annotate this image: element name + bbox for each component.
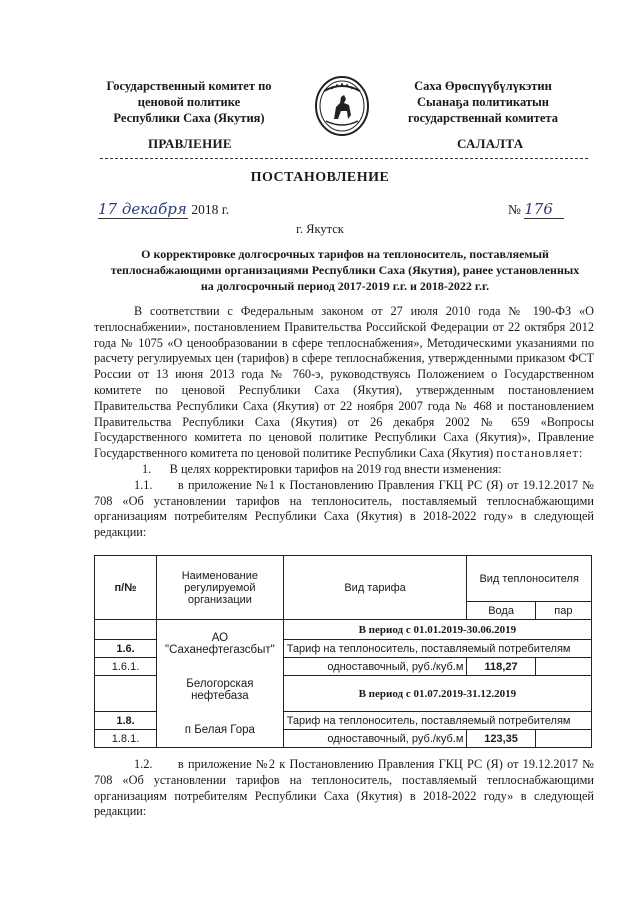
header-steam: пар — [535, 602, 591, 620]
tariff-table-wrap — [94, 555, 592, 748]
tariff-name: Тариф на теплоноситель, поставляемый потребителям — [283, 712, 591, 730]
header-right-line: государственнай комитета — [408, 111, 558, 125]
header-left-line: Государственный комитет по — [106, 79, 272, 93]
header-divider — [100, 158, 588, 159]
coat-of-arms-emblem — [314, 75, 370, 137]
document-city: г. Якутск — [296, 222, 344, 236]
decree-word: постановляет: — [496, 446, 584, 461]
tariff-name: одноставочный, руб./куб.м — [283, 658, 467, 676]
number-prefix: № — [508, 202, 521, 217]
tariff-table — [94, 555, 592, 748]
date-suffix: 2018 г. — [191, 202, 230, 217]
org-name-cell — [157, 620, 284, 748]
header-left-line: Республики Саха (Якутия) — [113, 111, 265, 125]
header-tariff-type: Вид тарифа — [283, 556, 467, 620]
org-line: "Саханефтегазсбыт" — [165, 643, 275, 656]
header-org: Наименование регулируемой организации — [157, 556, 284, 620]
committee-name-sah — [378, 78, 588, 126]
steam-value — [535, 730, 591, 748]
row-num: 1.6. — [95, 640, 157, 658]
period-2: В период с 01.07.2019-31.12.2019 — [283, 676, 591, 712]
row-num: 1.8. — [95, 712, 157, 730]
header-right-line: Саха Өрөспүүбүлүкэтин — [414, 79, 552, 93]
tariff-name: Тариф на теплоноситель, поставляемый потребителям — [283, 640, 591, 658]
org-line: АО — [211, 631, 229, 644]
org-line: п Белая Гора — [184, 723, 255, 736]
document-body — [94, 304, 598, 541]
document-date — [98, 200, 229, 219]
handwritten-date: 17 декабря — [98, 200, 187, 218]
tariff-name: одноставочный, руб./куб.м — [283, 730, 467, 748]
header-num: п/№ — [95, 556, 157, 620]
water-value: 123,35 — [467, 730, 535, 748]
header-right-line: Сыанаҕа политикатын — [417, 95, 549, 109]
document-body-continued — [94, 757, 598, 820]
document-number — [508, 200, 564, 219]
document-title: ПОСТАНОВЛЕНИЕ — [250, 170, 390, 185]
document-subject: О корректировке долгосрочных тарифов на теплоноситель, поставляемый теплоснабжающими организациями Республики Саха (Якутия), ранее установленных на долгосрочный период 2017-2019 г.г. и 2018-2022 г.г. — [110, 247, 580, 293]
org-line: Белогорская нефтебаза — [186, 677, 254, 702]
preamble-text: В соответствии с Федеральным законом от 27 июля 2010 года № 190-ФЗ «О теплоснабжении», постановлением Правительства Российской Федерации от 22 октября 2012 года № 1075 «О ценообразовании в сфере теплоснабжения», Методическими указаниями по расчету регулируемых цен (тарифов) в сфере теплоснабжения, утвержденными приказом ФСТ России от 13 июня 2013 года № 760-э, руководствуясь Положением о Государственном комитете по ценовой Республики Саха (Якутия), утвержденным постановлением Правительства Республики Саха (Якутия) от 22 ноября 2007 года № 468 и постановлением Правительства Республики Саха (Якутия) от 26 декабря 2002 № 659 «Вопросы Государственного комитета по ценовой политике Республики Саха (Якутия)», Правление Государственного комитета по ценовой политике Республики Саха (Якутия) — [94, 304, 594, 461]
preamble-paragraph — [94, 304, 594, 462]
header-water: Вода — [467, 602, 535, 620]
board-label-sah: САЛАЛТА — [457, 136, 524, 151]
handwritten-number: 176 — [524, 200, 564, 219]
row-num: 1.6.1. — [95, 658, 157, 676]
row-num: 1.8.1. — [95, 730, 157, 748]
table-cell-empty — [95, 620, 157, 640]
board-label-ru: ПРАВЛЕНИЕ — [148, 136, 232, 151]
committee-name-ru — [86, 78, 292, 126]
item-1: 1. В целях корректировки тарифов на 2019 год внести изменения: — [142, 461, 502, 476]
water-value: 118,27 — [467, 658, 535, 676]
header-carrier: Вид теплоносителя — [467, 556, 592, 602]
period-1: В период с 01.01.2019-30.06.2019 — [283, 620, 591, 640]
item-1-2: 1.2. в приложение №2 к Постановлению Правления ГКЦ РС (Я) от 19.12.2017 № 708 «Об установлении тарифов на теплоноситель, поставляемый теплоснабжающими организациям потребителям Республики Саха (Якутия) в 2018-2022 году» в следующей редакции: — [94, 757, 598, 819]
item-1-1: 1.1. в приложение №1 к Постановлению Правления ГКЦ РС (Я) от 19.12.2017 № 708 «Об установлении тарифов на теплоноситель, поставляемый теплоснабжающими организациям потребителям Республики Саха (Якутия) в 2018-2022 году» в следующей редакции: — [94, 477, 598, 540]
header-left-line: ценовой политике — [137, 95, 241, 109]
table-cell-empty — [95, 676, 157, 712]
steam-value — [535, 658, 591, 676]
